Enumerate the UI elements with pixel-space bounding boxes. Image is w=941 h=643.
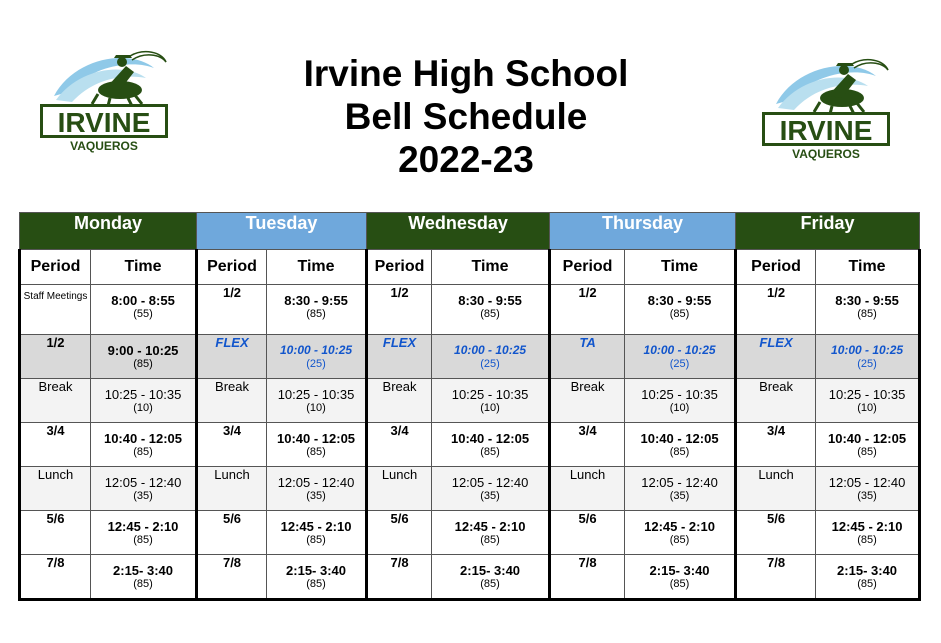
time-cell (267, 467, 367, 511)
period-cell: 3/4 (367, 423, 432, 467)
duration-minutes: (85) (669, 308, 690, 320)
time-range: 12:45 - 2:10 (280, 519, 352, 534)
time-cell (625, 555, 736, 600)
period-cell: FLEX (736, 335, 816, 379)
period-cell: TA (550, 335, 625, 379)
time-range: 12:45 - 2:10 (644, 519, 715, 534)
time-cell (91, 379, 197, 423)
time-range: 8:30 - 9:55 (458, 293, 522, 308)
title-line-schedule: Bell Schedule (344, 96, 588, 137)
period-cell: Lunch (367, 467, 432, 511)
time-cell (625, 511, 736, 555)
duration-minutes: (85) (857, 534, 877, 546)
time-range: 10:40 - 12:05 (828, 431, 907, 446)
logo-word: IRVINE (57, 107, 151, 138)
table-row (20, 285, 920, 335)
duration-minutes: (85) (857, 578, 877, 590)
duration-minutes: (10) (133, 402, 153, 414)
duration-minutes: (10) (857, 402, 877, 414)
time-cell (816, 285, 920, 335)
duration-minutes: (85) (306, 578, 326, 590)
time-cell (91, 511, 197, 555)
time-cell (432, 379, 550, 423)
time-column-header: Time (267, 250, 367, 285)
time-range: 9:00 - 10:25 (107, 343, 179, 358)
time-cell (625, 423, 736, 467)
period-cell: Lunch (20, 467, 91, 511)
column-header-row (20, 250, 920, 285)
period-cell: 7/8 (197, 555, 267, 600)
time-cell (91, 285, 197, 335)
time-range: 10:00 - 10:25 (643, 343, 716, 357)
time-cell (267, 335, 367, 379)
period-cell: Lunch (550, 467, 625, 511)
time-range: 10:00 - 10:25 (454, 343, 527, 357)
time-cell (267, 423, 367, 467)
time-range: 12:05 - 12:40 (641, 475, 718, 490)
duration-minutes: (85) (480, 446, 500, 458)
table-row (20, 335, 920, 379)
time-range: 10:25 - 10:35 (828, 387, 906, 402)
time-cell (432, 335, 550, 379)
day-header-thursday: Thursday (550, 213, 736, 250)
time-range: 10:25 - 10:35 (451, 387, 529, 402)
duration-minutes: (85) (133, 446, 153, 458)
time-range: 2:15- 3:40 (113, 563, 173, 578)
time-range: 8:30 - 9:55 (647, 293, 712, 308)
time-range: 10:40 - 12:05 (276, 431, 356, 446)
time-cell (625, 379, 736, 423)
duration-minutes: (85) (306, 534, 326, 546)
time-range: 2:15- 3:40 (460, 563, 521, 578)
time-column-header: Time (625, 250, 736, 285)
duration-minutes: (10) (480, 402, 500, 414)
time-cell (432, 467, 550, 511)
period-cell: Break (20, 379, 91, 423)
period-cell: 1/2 (20, 335, 91, 379)
time-cell (816, 555, 920, 600)
duration-minutes: (25) (480, 358, 500, 370)
time-range: 2:15- 3:40 (286, 563, 347, 578)
duration-minutes: (85) (306, 446, 326, 458)
period-column-header: Period (20, 250, 91, 285)
logo-word: IRVINE (779, 115, 873, 146)
duration-minutes: (85) (133, 578, 153, 590)
time-cell (625, 335, 736, 379)
time-cell (816, 335, 920, 379)
table-row (20, 423, 920, 467)
period-cell: 3/4 (20, 423, 91, 467)
time-cell (816, 511, 920, 555)
duration-minutes: (85) (480, 578, 500, 590)
time-range: 10:00 - 10:25 (280, 343, 353, 357)
duration-minutes: (25) (857, 358, 877, 370)
period-cell: Break (197, 379, 267, 423)
table-row (20, 379, 920, 423)
time-range: 10:40 - 12:05 (103, 431, 183, 446)
duration-minutes: (85) (133, 534, 153, 546)
duration-minutes: (85) (480, 308, 500, 320)
time-cell (267, 511, 367, 555)
time-cell (432, 285, 550, 335)
duration-minutes: (85) (669, 446, 690, 458)
duration-minutes: (10) (669, 402, 690, 414)
period-cell: 5/6 (550, 511, 625, 555)
time-cell (267, 379, 367, 423)
period-cell: FLEX (367, 335, 432, 379)
period-cell: 3/4 (550, 423, 625, 467)
time-range: 10:00 - 10:25 (831, 343, 904, 357)
time-range: 8:00 - 8:55 (111, 293, 175, 308)
period-column-header: Period (367, 250, 432, 285)
time-cell (816, 379, 920, 423)
period-cell: Staff Meetings (20, 285, 91, 335)
period-cell: 1/2 (736, 285, 816, 335)
time-range: 12:05 - 12:40 (104, 475, 182, 490)
time-column-header: Time (816, 250, 920, 285)
time-cell (432, 555, 550, 600)
time-column-header: Time (432, 250, 550, 285)
time-cell (91, 555, 197, 600)
duration-minutes: (85) (669, 534, 690, 546)
time-range: 12:05 - 12:40 (828, 475, 906, 490)
time-range: 10:25 - 10:35 (277, 387, 355, 402)
irvine-vaqueros-logo-left (34, 48, 174, 158)
duration-minutes: (25) (306, 358, 326, 370)
period-cell: Break (736, 379, 816, 423)
time-cell (91, 467, 197, 511)
period-cell: 7/8 (20, 555, 91, 600)
duration-minutes: (35) (480, 490, 500, 502)
day-header-tuesday: Tuesday (197, 213, 367, 250)
period-cell: FLEX (197, 335, 267, 379)
title-line-school: Irvine High School (303, 53, 629, 94)
time-range: 12:05 - 12:40 (451, 475, 529, 490)
period-column-header: Period (197, 250, 267, 285)
time-range: 2:15- 3:40 (649, 563, 710, 578)
period-cell: Lunch (197, 467, 267, 511)
period-cell: Lunch (736, 467, 816, 511)
time-range: 12:05 - 12:40 (277, 475, 355, 490)
period-cell: 7/8 (550, 555, 625, 600)
duration-minutes: (85) (306, 308, 326, 320)
time-column-header: Time (91, 250, 197, 285)
time-cell (816, 423, 920, 467)
period-cell: 5/6 (736, 511, 816, 555)
time-cell (267, 285, 367, 335)
day-header-friday: Friday (736, 213, 920, 250)
duration-minutes: (85) (669, 578, 690, 590)
page-title (240, 52, 692, 181)
period-cell: 3/4 (736, 423, 816, 467)
logo-sub: VAQUEROS (792, 147, 860, 161)
period-cell: 7/8 (367, 555, 432, 600)
time-range: 12:45 - 2:10 (107, 519, 179, 534)
time-cell (91, 335, 197, 379)
time-cell (432, 423, 550, 467)
period-column-header: Period (736, 250, 816, 285)
period-cell: 1/2 (367, 285, 432, 335)
title-line-year: 2022-23 (398, 139, 534, 180)
duration-minutes: (10) (306, 402, 326, 414)
time-range: 8:30 - 9:55 (835, 293, 899, 308)
period-cell: 1/2 (197, 285, 267, 335)
time-range: 8:30 - 9:55 (284, 293, 348, 308)
duration-minutes: (35) (857, 490, 877, 502)
period-cell: 7/8 (736, 555, 816, 600)
duration-minutes: (25) (669, 358, 690, 370)
time-range: 2:15- 3:40 (837, 563, 898, 578)
duration-minutes: (85) (857, 308, 877, 320)
time-cell (625, 285, 736, 335)
day-header-monday: Monday (20, 213, 197, 250)
duration-minutes: (35) (306, 490, 326, 502)
bell-schedule-table (18, 212, 921, 601)
logo-sub: VAQUEROS (70, 139, 138, 153)
period-cell: Break (367, 379, 432, 423)
duration-minutes: (85) (133, 358, 153, 370)
duration-minutes: (35) (669, 490, 690, 502)
time-cell (91, 423, 197, 467)
time-range: 10:25 - 10:35 (641, 387, 718, 402)
irvine-vaqueros-logo-right (756, 56, 896, 166)
time-range: 10:25 - 10:35 (104, 387, 182, 402)
period-cell: 5/6 (197, 511, 267, 555)
period-cell: 3/4 (197, 423, 267, 467)
time-range: 12:45 - 2:10 (831, 519, 903, 534)
duration-minutes: (55) (133, 308, 153, 320)
period-cell: 1/2 (550, 285, 625, 335)
time-cell (432, 511, 550, 555)
time-cell (267, 555, 367, 600)
time-range: 12:45 - 2:10 (454, 519, 526, 534)
period-cell: 5/6 (367, 511, 432, 555)
time-range: 10:40 - 12:05 (451, 431, 530, 446)
time-cell (816, 467, 920, 511)
duration-minutes: (85) (480, 534, 500, 546)
period-column-header: Period (550, 250, 625, 285)
day-header-wednesday: Wednesday (367, 213, 550, 250)
time-cell (625, 467, 736, 511)
table-row (20, 467, 920, 511)
table-row (20, 555, 920, 600)
duration-minutes: (35) (133, 490, 153, 502)
table-row (20, 511, 920, 555)
duration-minutes: (85) (857, 446, 877, 458)
time-range: 10:40 - 12:05 (640, 431, 719, 446)
period-cell: 5/6 (20, 511, 91, 555)
day-header-row (20, 213, 920, 250)
period-cell: Break (550, 379, 625, 423)
